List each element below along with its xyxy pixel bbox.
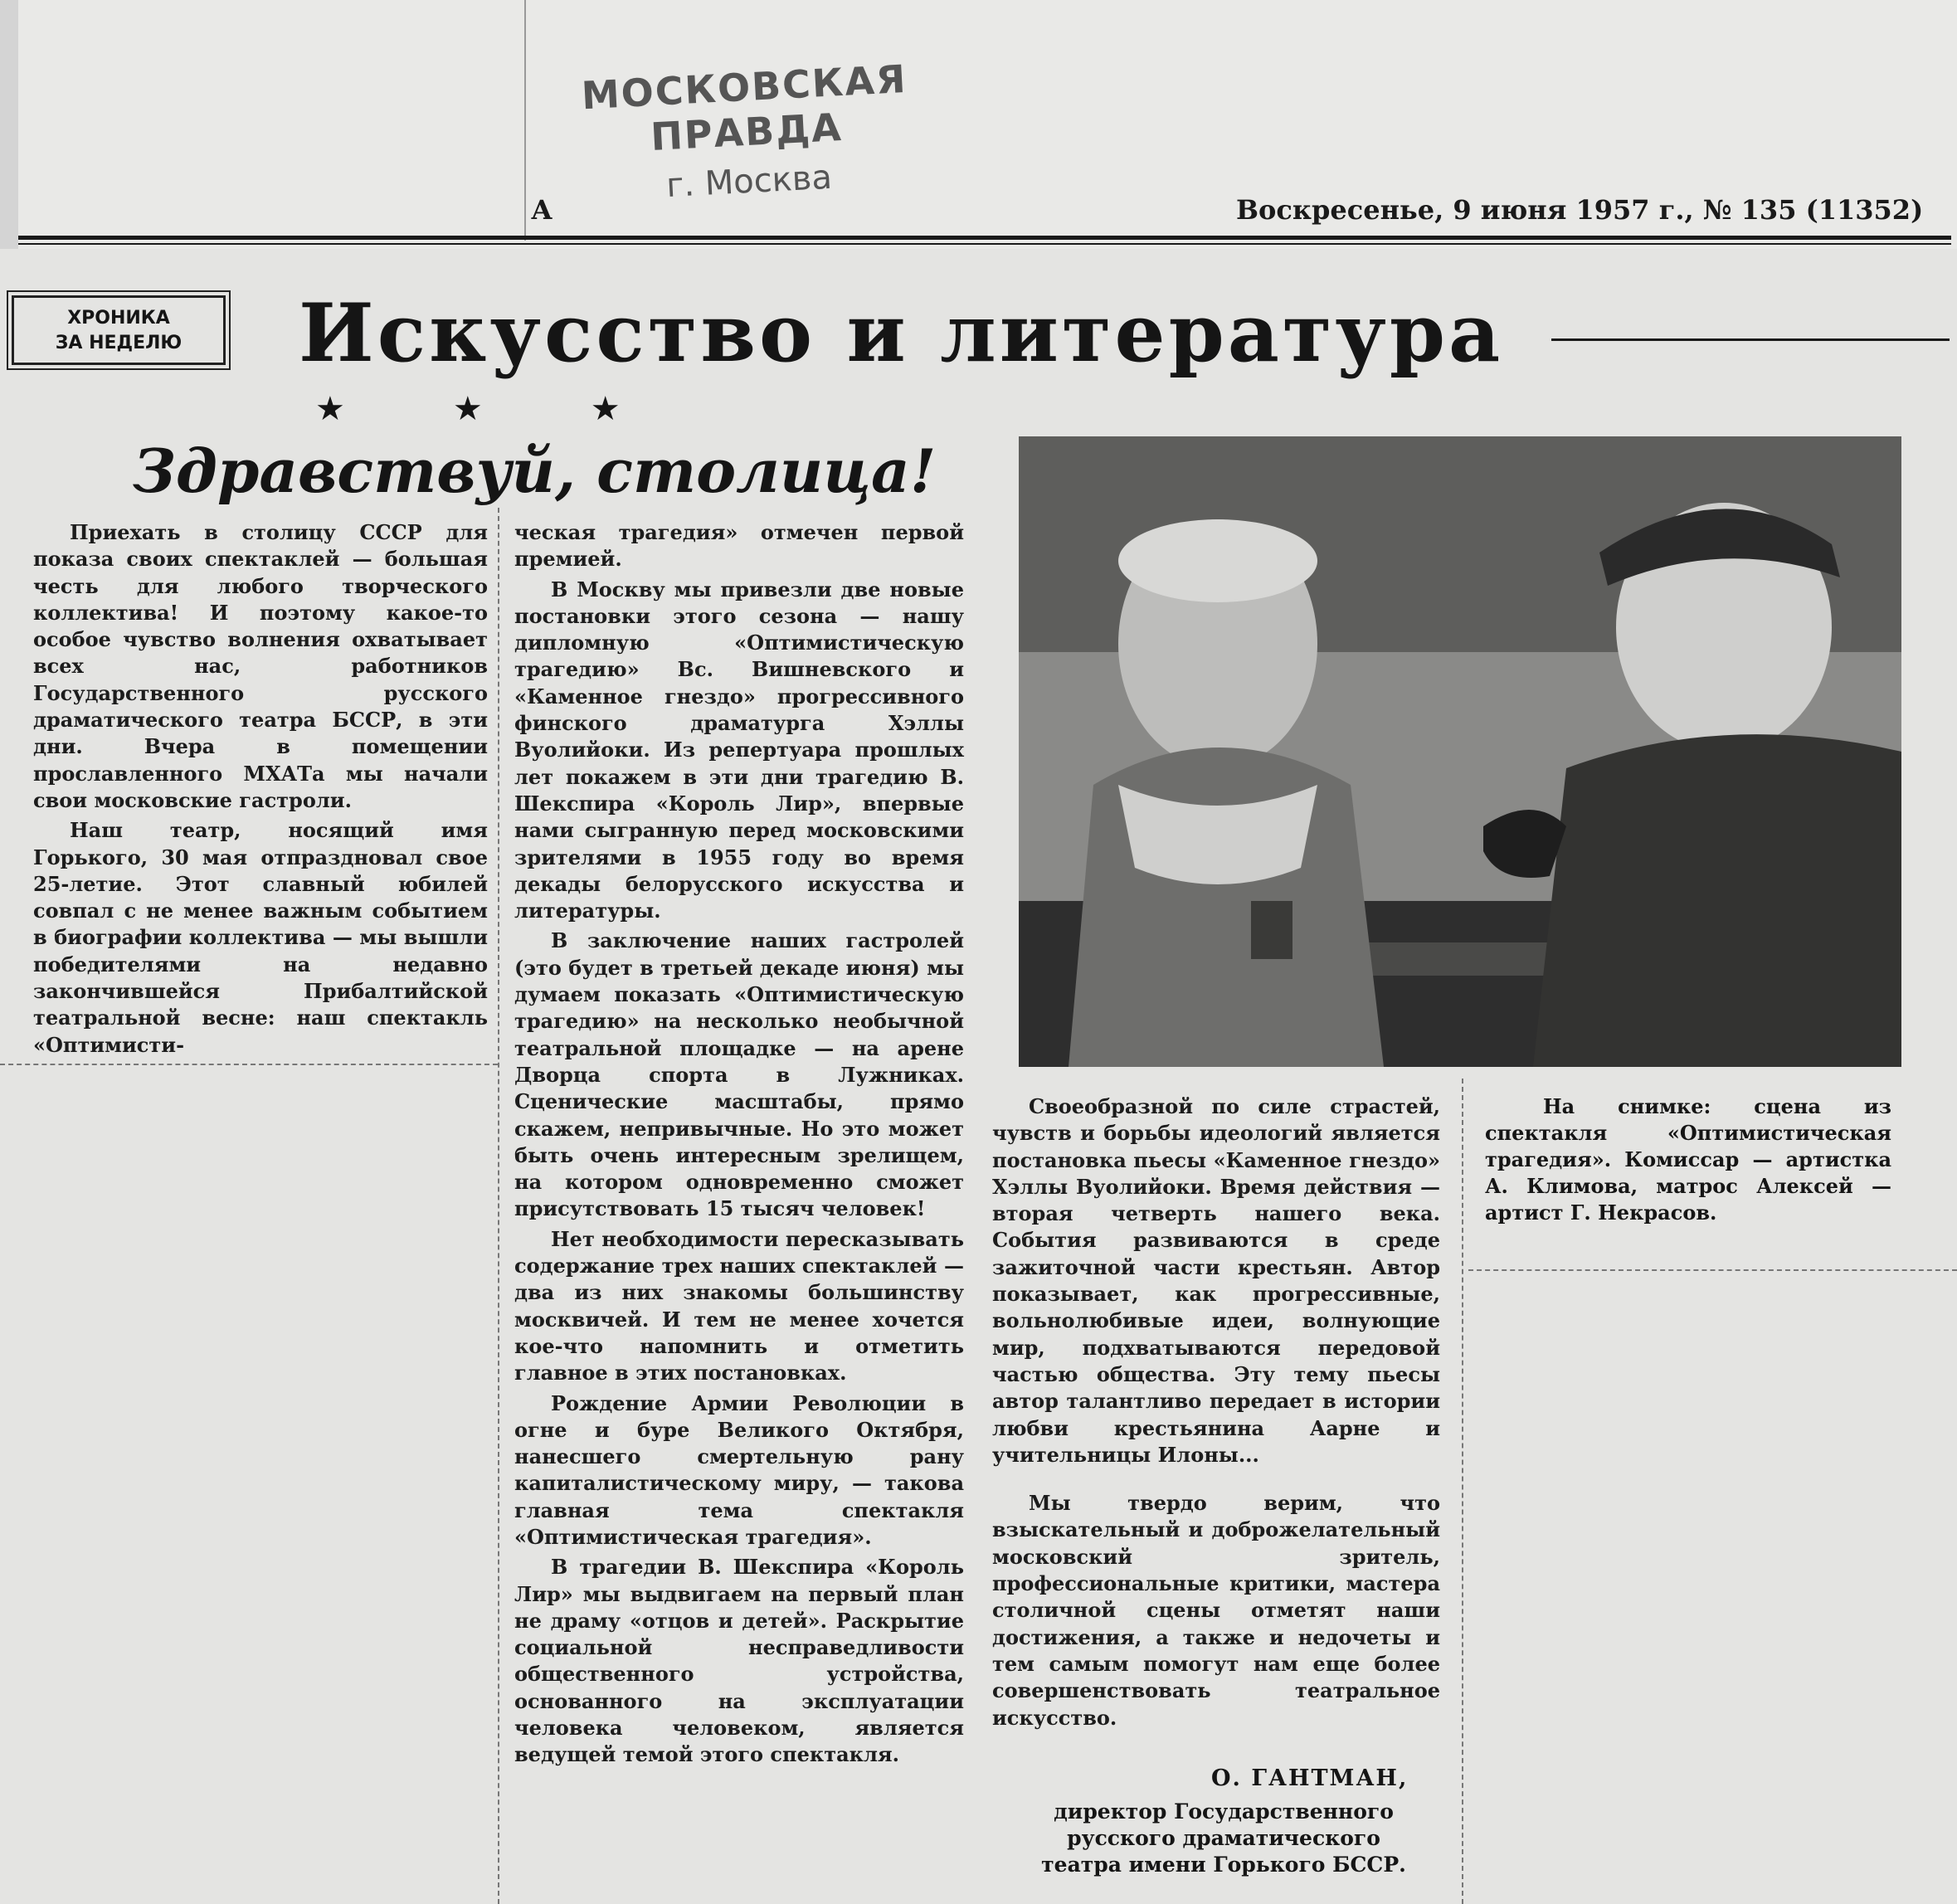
paragraph: В Москву мы привезли две новые постановки этого сезона — нашу дипломную «Оптимистическую трагедию» Вс. Вишневского и «Каменное гнездо» прогрессивного финского драматурга Хэллы Вуолийоки. Из репертуара прошлых лет покажем в эти дни трагедию В. Шекспира «Король Лир», впервые нами сыгранную перед московскими зрителями в 1955 году во время декады белорусского искусства и литературы. bbox=[514, 577, 964, 923]
column-1-cut-line bbox=[0, 1064, 498, 1065]
author-name: О. ГАНТМАН, bbox=[1211, 1765, 1409, 1791]
column-3-cut-line bbox=[1462, 1079, 1463, 1904]
masthead-rule bbox=[18, 236, 1951, 240]
photo-caption bbox=[1485, 1093, 1891, 1226]
ornament-stars: ★★★ bbox=[315, 390, 728, 428]
paragraph: Приехать в столицу СССР для показа своих спектаклей — большая честь для любого творческого коллектива! И поэтому какое-то особое чувство волнения охватывает всех нас, работников Государственного русского драматического театра БССР, в эти дни. Вчера в помещении прославленного МХАТа мы начали свои московские гастроли. bbox=[33, 520, 488, 812]
column-2-cut-line bbox=[498, 508, 499, 1904]
scene-photo bbox=[1019, 436, 1901, 1067]
badge-line-1: ХРОНИКА bbox=[67, 308, 170, 329]
section-title-rule bbox=[1551, 338, 1950, 341]
paragraph: Мы твердо верим, что взыскательный и доброжелательный московский зритель, профессиональные критики, мастера столичной сцены отметят наши достижения, а также и недочеты и тем самым помогут нам еще более совершенствовать театральное искусство. bbox=[992, 1491, 1440, 1730]
caption-cut-line bbox=[1468, 1269, 1957, 1271]
chronicle-badge bbox=[12, 295, 226, 365]
paragraph: Наш театр, носящий имя Горького, 30 мая отпраздновал свое 25-летие. Этот славный юбилей совпал с не менее важным событием в биографии коллектива — мы вышли победителями на недавно закончившейся Прибалтийской театральной весне: наш спектакль «Оптимисти- bbox=[33, 818, 488, 1057]
paragraph: Нет необходимости пересказывать содержание трех наших спектаклей — два из них знакомы большинству москвичей. И тем не менее хочется кое-что напомнить и отметить главное в этих постановках. bbox=[514, 1226, 964, 1385]
paragraph: Рождение Армии Революции в огне и буре Великого Октября, нанесшего смертельную рану капиталистическому миру, — такова главная тема спектакля «Оптимистическая трагедия». bbox=[514, 1390, 964, 1549]
article-column-1 bbox=[33, 519, 488, 1059]
paragraph: Своеобразной по силе страстей, чувств и борьбы идеологий является постановка пьесы «Каменное гнездо» Хэллы Вуолийоки. Время действия — вторая четверть нашего века. События развиваются в среде зажиточной части крестьян. Автор показывает, как прогрессивные, вольнолюбивые идеи, волнующие мир, подхватываются передовой частью общества. Эту тему пьесы автор талантливо передает в истории любви крестьянина Аарне и учительницы Илоны... bbox=[992, 1094, 1440, 1467]
badge-line-2: ЗА НЕДЕЛЮ bbox=[55, 333, 183, 353]
paragraph: В трагедии В. Шекспира «Король Лир» мы выдвигаем на первый план не драму «отцов и детей». Раскрытие социальной несправедливости общественного устройства, основанного на эксплуатации человека человеком, является ведущей темой этого спектакля. bbox=[514, 1555, 964, 1767]
newspaper-stamp bbox=[544, 55, 949, 212]
paragraph: ческая трагедия» отмечен первой премией. bbox=[514, 520, 964, 572]
article-headline: Здравствуй, столица! bbox=[133, 436, 937, 506]
article-column-3 bbox=[992, 1093, 1440, 1731]
article-column-2 bbox=[514, 519, 964, 1769]
edition-letter: А bbox=[531, 194, 553, 226]
caption-text: На снимке: сцена из спектакля «Оптимистическая трагедия». Комиссар — артистка А. Климова, матрос Алексей — артист Г. Некрасов. bbox=[1485, 1094, 1891, 1225]
section-title: Искусство и литература bbox=[299, 286, 1504, 380]
paragraph: В заключение наших гастролей (это будет в третьей декаде июня) мы думаем показать «Оптимистическую трагедию» на несколько необычной театральной площадке — на арене Дворца спорта в Лужниках. Сценические масштабы, прямо скажем, непривычные. Но это может быть очень интересным зрелищем, на котором одновременно сможет присутствовать 15 тысяч человек! bbox=[514, 928, 964, 1221]
header-fold-line bbox=[524, 0, 526, 241]
masthead-rule-thin bbox=[18, 243, 1951, 245]
stamp-city: г. Москва bbox=[665, 158, 833, 206]
stamp-title: МОСКОВСКАЯ ПРАВДА bbox=[580, 56, 908, 160]
author-position: директор Государственного русского драматического театра имени Горького БССР. bbox=[1041, 1799, 1406, 1877]
scene-photo-drawing bbox=[1019, 436, 1901, 1067]
issue-dateline: Воскресенье, 9 июня 1957 г., № 135 (11352) bbox=[1236, 194, 1924, 226]
